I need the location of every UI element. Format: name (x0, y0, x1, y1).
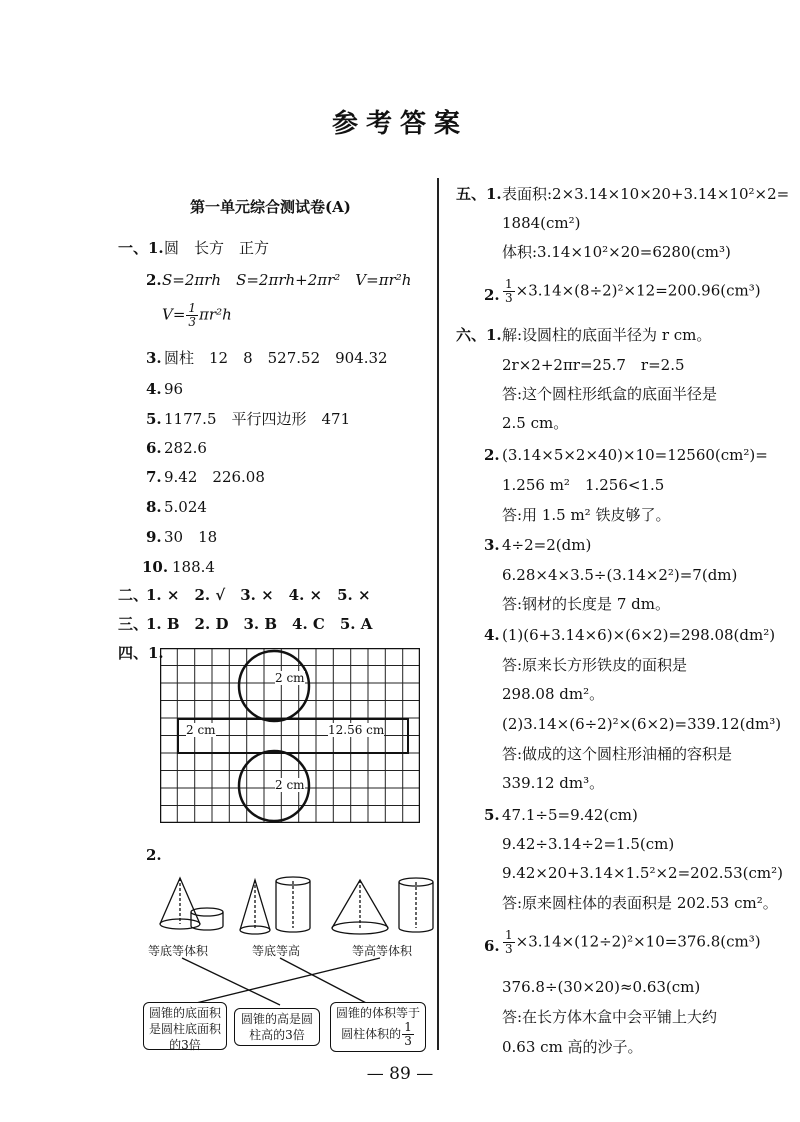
q1-answer-5: 1177.5 平行四边形 471 (164, 410, 351, 428)
q1-answer-2: S=2πrh S=2πrh+2πr² V=πr²h (162, 271, 412, 289)
q6-4-line-3: 298.08 dm²。 (502, 685, 605, 703)
q6-4-line-2: 答:原来长方形铁皮的面积是 (502, 656, 688, 674)
answer-box-1: 圆锥的底面积是圆柱底面积的3倍 (143, 1002, 227, 1050)
q6-4-line-5: 答:做成的这个圆柱形油桶的容积是 (502, 745, 733, 763)
q6-4-line-4: (2)3.14×(6÷2)²×(6×2)=339.12(dm³) (502, 715, 782, 733)
q1-answer-6: 282.6 (164, 439, 207, 457)
grid-label-right: 12.56 cm (328, 723, 385, 737)
q2-number: 二、 (118, 586, 149, 604)
q4-2-number: 2. (146, 846, 162, 864)
fraction: $\frac{1}{3}$ (188, 301, 197, 329)
q6-5-line-4: 答:原来圆柱体的表面积是 202.53 cm²。 (502, 894, 778, 912)
q6-2-line-1: (3.14×5×2×40)×10=12560(cm²)= (502, 446, 768, 464)
q5-line-1: 表面积:2×3.14×10×20+3.14×10²×2= (502, 185, 790, 203)
q1-answer-3: 圆柱 12 8 527.52 904.32 (164, 349, 388, 367)
q6-4-line-6: 339.12 dm³。 (502, 774, 605, 792)
q5-line-3: 体积:3.14×10²×20=6280(cm³) (502, 243, 731, 261)
q1-answer-7: 9.42 226.08 (164, 468, 265, 486)
q1-answer-2b: V= $\frac{1}{3}$ πr²h (162, 301, 232, 329)
q1-2-number: 2. (146, 271, 162, 289)
q1-7-number: 7. (146, 468, 162, 486)
grid-label-top: 2 cm (275, 671, 305, 685)
grid-label-left: 2 cm (186, 723, 216, 737)
section-title: 第一单元综合测试卷(A) (190, 198, 351, 216)
q3-answers: 1. B 2. D 3. B 4. C 5. A (146, 615, 373, 633)
q1-answer-4: 96 (164, 380, 184, 398)
page-title: 参考答案 (331, 109, 468, 139)
q6-3-line-2: 6.28×4×3.5÷(3.14×2²)=7(dm) (502, 566, 738, 584)
q6-6-number: 6. (484, 937, 500, 955)
q5-number: 五、1. (456, 185, 502, 203)
q6-1-line-3: 答:这个圆柱形纸盒的底面半径是 (502, 385, 718, 403)
q6-6-line-4: 0.63 cm 高的沙子。 (502, 1038, 643, 1056)
q6-1-line-4: 2.5 cm。 (502, 414, 569, 432)
fraction: $\frac{1}{3}$ (505, 277, 513, 305)
q1-4-number: 4. (146, 380, 162, 398)
q6-6-line-3: 答:在长方体木盒中会平铺上大约 (502, 1008, 718, 1026)
q5-line-2: 1884(cm²) (502, 214, 581, 232)
q5-2-answer: $\frac{1}{3}$ ×3.14×(8÷2)²×12=200.96(cm³) (505, 277, 761, 305)
fraction: $\frac{1}{3}$ (404, 1020, 412, 1048)
q6-4-number: 4. (484, 626, 500, 644)
q3-number: 三、 (118, 615, 149, 633)
q6-1-line-1: 解:设圆柱的底面半径为 r cm。 (502, 326, 712, 344)
q6-6-line-1: $\frac{1}{3}$ ×3.14×(12÷2)²×10=376.8(cm³) (505, 928, 761, 956)
q1-answer-8: 5.024 (164, 498, 207, 516)
q1-8-number: 8. (146, 498, 162, 516)
q6-2-line-3: 答:用 1.5 m² 铁皮够了。 (502, 506, 671, 524)
q1-9-number: 9. (146, 528, 162, 546)
fraction: $\frac{1}{3}$ (505, 928, 513, 956)
q1-3-number: 3. (146, 349, 162, 367)
answer-box-2: 圆锥的高是圆柱高的3倍 (234, 1008, 320, 1046)
q6-5-line-3: 9.42×20+3.14×1.5²×2=202.53(cm²) (502, 864, 783, 882)
q6-number: 六、1. (456, 326, 502, 344)
q5-2-number: 2. (484, 286, 500, 304)
q2-answers: 1. × 2. √ 3. × 4. × 5. × (146, 586, 371, 604)
q6-5-line-2: 9.42÷3.14÷2=1.5(cm) (502, 835, 675, 853)
q6-4-line-1: (1)(6+3.14×6)×(6×2)=298.08(dm²) (502, 626, 776, 644)
q1-answer-1: 圆 长方 正方 (164, 239, 270, 257)
q6-2-number: 2. (484, 446, 500, 464)
cone-label-1: 等底等体积 (148, 944, 209, 958)
q1-5-number: 5. (146, 410, 162, 428)
q4-number: 四、1. (118, 644, 164, 662)
grid-label-bottom: 2 cm (275, 778, 305, 792)
q6-2-line-2: 1.256 m² 1.256<1.5 (502, 476, 665, 494)
q6-5-line-1: 47.1÷5=9.42(cm) (502, 806, 638, 824)
q6-3-number: 3. (484, 536, 500, 554)
cone-label-3: 等高等体积 (352, 944, 413, 958)
q1-10-number: 10. (142, 558, 169, 576)
answer-box-3: 圆锥的体积等于圆柱体积的 $\frac{1}{3}$ (330, 1002, 426, 1052)
cone-label-2: 等底等高 (252, 944, 301, 958)
q6-5-number: 5. (484, 806, 500, 824)
column-divider (437, 178, 439, 1050)
q6-3-line-3: 答:钢材的长度是 7 dm。 (502, 595, 670, 613)
page-number: — 89 — (366, 1064, 434, 1084)
q1-number: 一、1. (118, 239, 164, 257)
q1-6-number: 6. (146, 439, 162, 457)
q6-1-line-2: 2r×2+2πr=25.7 r=2.5 (502, 356, 685, 374)
q1-answer-10: 188.4 (172, 558, 215, 576)
q6-6-line-2: 376.8÷(30×20)≈0.63(cm) (502, 978, 701, 996)
q6-3-line-1: 4÷2=2(dm) (502, 536, 592, 554)
q1-answer-9: 30 18 (164, 528, 218, 546)
